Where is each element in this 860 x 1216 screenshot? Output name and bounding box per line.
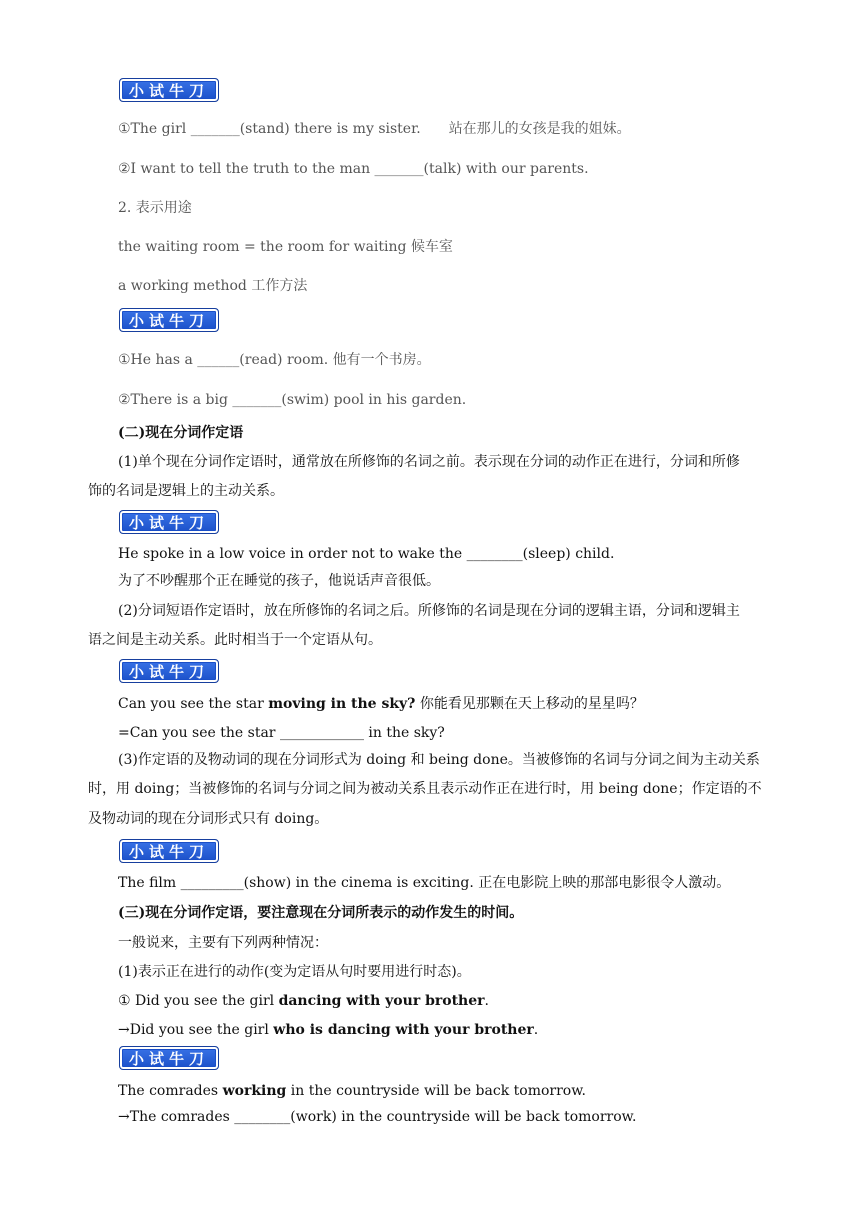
paragraph-line: (1)表示正在进行的动作(变为定语从句时要用进行时态)。 xyxy=(118,964,471,980)
badge-1: 小试牛刀 xyxy=(119,78,219,102)
example-line: ① Did you see the girl dancing with your brother. xyxy=(118,993,489,1009)
translation-text: 站在那儿的女孩是我的姐妹。 xyxy=(448,121,631,137)
paragraph-line: (2)分词短语作定语时，放在所修饰的名词之后。所修饰的名词是现在分词的逻辑主语，分词和逻辑主 xyxy=(118,603,740,619)
badge-2: 小试牛刀 xyxy=(119,308,219,332)
badge-3: 小试牛刀 xyxy=(119,510,219,534)
badge-4: 小试牛刀 xyxy=(119,659,219,683)
exercise-line xyxy=(118,119,631,139)
example-line: He spoke in a low voice in order not to wake the ________(sleep) child. xyxy=(118,546,615,562)
exercise-line: =Can you see the star ____________ in the sky? xyxy=(118,725,445,741)
exercise-line: ②There is a big _______(swim) pool in his garden. xyxy=(118,392,467,408)
paragraph-line: 饰的名词是逻辑上的主动关系。 xyxy=(88,483,284,499)
example-line: The comrades working in the countryside will be back tomorrow. xyxy=(118,1083,586,1099)
section-heading: (三)现在分词作定语，要注意现在分词所表示的动作发生的时间。 xyxy=(118,905,524,921)
section-heading: (二)现在分词作定语 xyxy=(118,425,244,441)
badge-5: 小试牛刀 xyxy=(119,839,219,863)
exercise-text: ①The girl _______(stand) there is my sister. xyxy=(118,121,421,137)
paragraph-line: (3)作定语的及物动词的现在分词形式为 doing 和 being done。当被修饰的名词与分词之间为主动关系 xyxy=(118,752,760,768)
exercise-line: ②I want to tell the truth to the man _______(talk) with our parents. xyxy=(118,161,589,177)
badge-6: 小试牛刀 xyxy=(119,1046,219,1070)
example-line: the waiting room = the room for waiting 候车室 xyxy=(118,239,453,255)
exercise-line: The film _________(show) in the cinema is exciting. 正在电影院上映的那部电影很令人激动。 xyxy=(118,875,731,891)
section-heading: 2. 表示用途 xyxy=(118,200,192,216)
exercise-line: →The comrades ________(work) in the countryside will be back tomorrow. xyxy=(118,1109,637,1125)
paragraph-line: (1)单个现在分词作定语时，通常放在所修饰的名词之前。表示现在分词的动作正在进行，分词和所修 xyxy=(118,454,740,470)
example-line: a working method 工作方法 xyxy=(118,278,308,294)
example-line: →Did you see the girl who is dancing with your brother. xyxy=(118,1022,539,1038)
exercise-line: ①He has a ______(read) room. 他有一个书房。 xyxy=(118,352,431,368)
paragraph-line: 语之间是主动关系。此时相当于一个定语从句。 xyxy=(88,632,382,648)
paragraph-line: 时，用 doing；当被修饰的名词与分词之间为被动关系且表示动作正在进行时，用 being done；作定语的不 xyxy=(88,781,762,797)
translation-line: 为了不吵醒那个正在睡觉的孩子，他说话声音很低。 xyxy=(118,573,440,589)
paragraph-line: 及物动词的现在分词形式只有 doing。 xyxy=(88,811,329,827)
paragraph-line: 一般说来，主要有下列两种情况： xyxy=(118,935,328,951)
example-line: Can you see the star moving in the sky? 你能看见那颗在天上移动的星星吗？ xyxy=(118,696,644,712)
